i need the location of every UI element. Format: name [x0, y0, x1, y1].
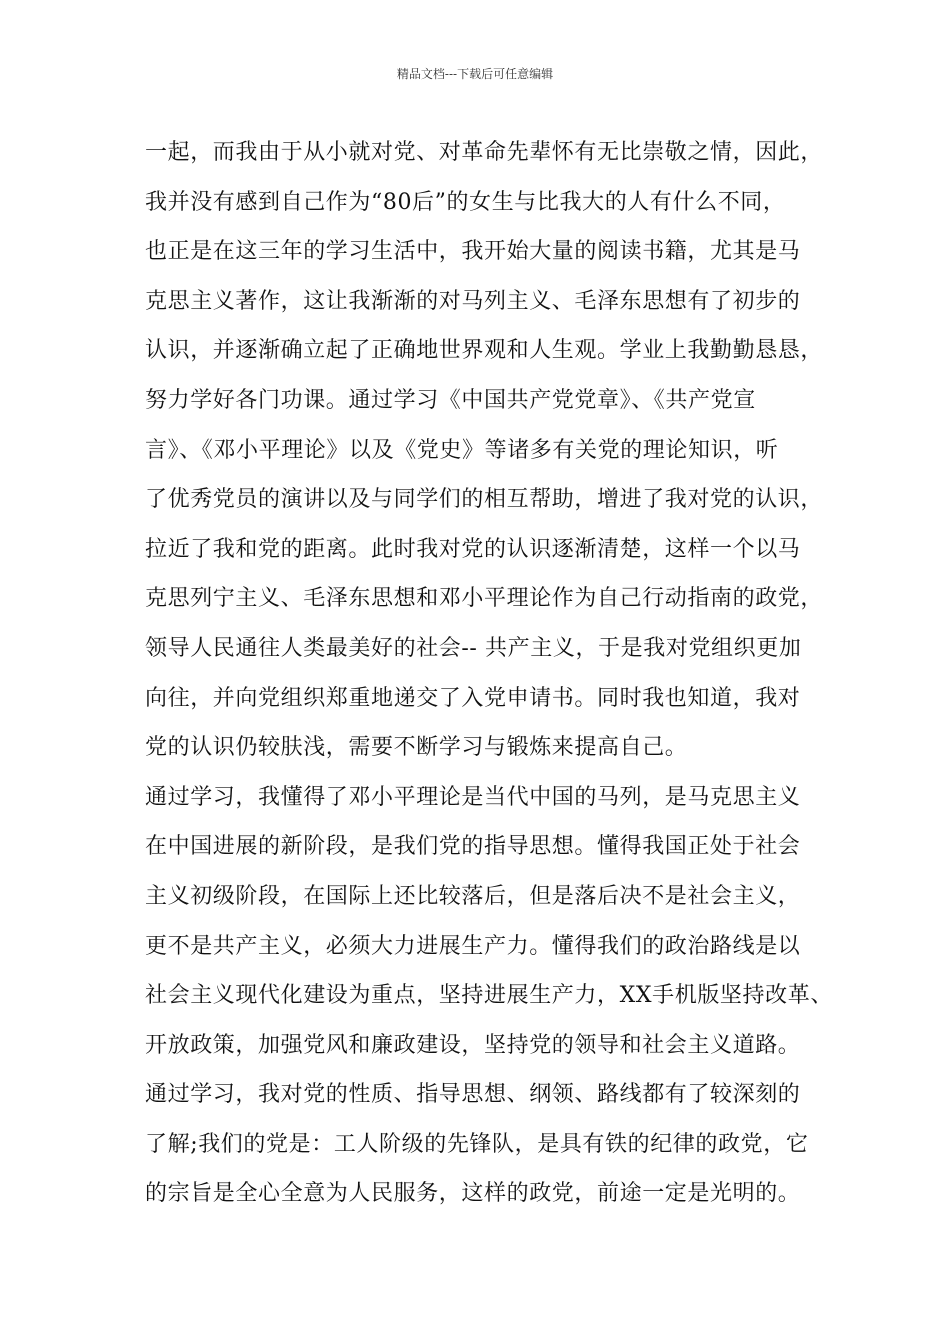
text-line: 认识，并逐渐确立起了正确地世界观和人生观。学业上我勤勤恳恳， — [145, 338, 824, 364]
text-line: 更不是共产主义，必须大力进展生产力。懂得我们的政治路线是以 — [145, 933, 801, 959]
text-line: 党的认识仍较肤浅，需要不断学习与锻炼来提高自己。 — [145, 735, 688, 761]
text-line: 也正是在这三年的学习生活中，我开始大量的阅读书籍，尤其是马 — [145, 239, 801, 265]
text-line: 社会主义现代化建设为重点，坚持进展生产力，XX手机版坚持改革、 — [145, 983, 833, 1009]
text-line: 向往，并向党组织郑重地递交了入党申请书。同时我也知道，我对 — [145, 685, 801, 711]
text-line: 通过学习，我对党的性质、指导思想、纲领、路线都有了较深刻的 — [145, 1082, 801, 1108]
page-header: 精品文档---下载后可任意编辑 — [396, 67, 554, 81]
text-line: 开放政策，加强党风和廉政建设，坚持党的领导和社会主义道路。 — [145, 1032, 801, 1058]
text-line: 的宗旨是全心全意为人民服务，这样的政党，前途一定是光明的。 — [145, 1181, 801, 1207]
text-line: 主义初级阶段，在国际上还比较落后，但是落后决不是社会主义， — [145, 883, 801, 909]
text-line: 克思主义著作，这让我渐渐的对马列主义、毛泽东思想有了初步的 — [145, 288, 801, 314]
text-line: 克思列宁主义、毛泽东思想和邓小平理论作为自己行动指南的政党， — [145, 586, 824, 612]
text-line: 领导人民通往人类最美好的社会-- 共产主义，于是我对党组织更加 — [145, 635, 802, 661]
text-line: 了优秀党员的演讲以及与同学们的相互帮助，增进了我对党的认识， — [145, 487, 824, 513]
document-body — [145, 128, 835, 1219]
text-line: 拉近了我和党的距离。此时我对党的认识逐渐清楚，这样一个以马 — [145, 536, 801, 562]
text-line: 一起，而我由于从小就对党、对革命先辈怀有无比崇敬之情，因此， — [145, 140, 824, 165]
text-line: 我并没有感到自己作为“80后”的女生与比我大的人有什么不同， — [145, 189, 786, 215]
text-line: 通过学习，我懂得了邓小平理论是当代中国的马列，是马克思主义 — [145, 784, 801, 810]
text-line: 了解;我们的党是：工人阶级的先锋队，是具有铁的纪律的政党，它 — [145, 1131, 809, 1157]
text-line: 在中国进展的新阶段，是我们党的指导思想。懂得我国正处于社会 — [145, 834, 801, 860]
text-line: 努力学好各门功课。通过学习《中国共产党党章》、《共产党宣 — [145, 387, 756, 413]
text-line: 言》、《邓小平理论》以及《党史》等诸多有关党的理论知识，听 — [145, 437, 779, 463]
